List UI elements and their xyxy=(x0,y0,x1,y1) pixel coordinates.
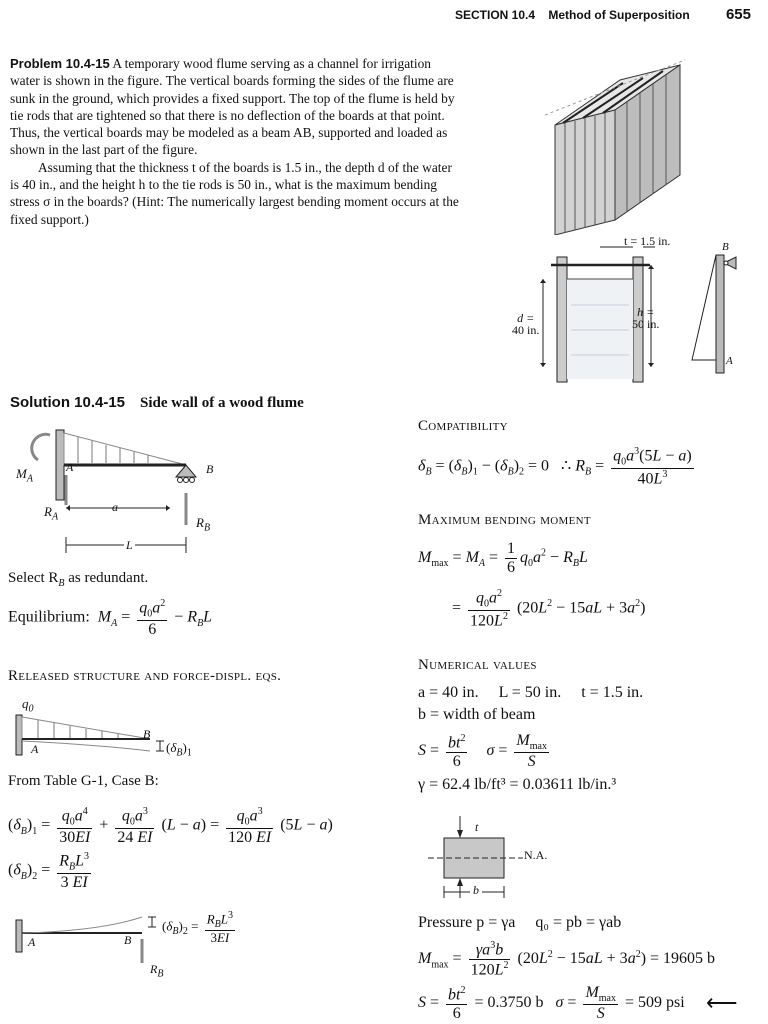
released-label-a: A xyxy=(31,742,39,756)
released-label-b: B xyxy=(143,727,151,741)
h-label: h = xyxy=(637,305,655,319)
numerical-values-heading: Numerical values xyxy=(418,657,537,673)
from-table-text: From Table G-1, Case B: xyxy=(8,773,159,789)
select-redundant-text: Select $R_B$ as redundant. xyxy=(8,570,149,589)
redundant-label-rb: $R_B$ xyxy=(150,962,164,980)
deflection-2-equation: $(\delta_B)_2$ = $\frac{R_BL^3}{3 EI}$ xyxy=(8,851,90,891)
flume-illustration xyxy=(545,55,695,235)
problem-paragraph-1 xyxy=(10,55,460,159)
answer-arrow-icon: ⟵ xyxy=(706,990,738,1015)
beam-model-figure xyxy=(682,245,742,375)
fbd-label-l-dim: L xyxy=(126,538,133,552)
fbd-label-ma: $M_A$ xyxy=(16,466,33,485)
redundant-label-b: B xyxy=(124,933,132,947)
unit-weight-line: γ = 62.4 lb/ft³ = 0.03611 lb/in.³ xyxy=(418,776,617,793)
solution-header xyxy=(10,394,304,412)
redundant-label-a: A xyxy=(28,935,36,949)
cross-section-label-b: b xyxy=(470,883,482,898)
released-delta-label: $(\delta_B)_1$ xyxy=(166,740,192,759)
compatibility-heading: Compatibility xyxy=(418,418,508,434)
beam-label-a: A xyxy=(726,355,733,367)
solution-label: Solution 10.4-15 xyxy=(10,394,126,411)
d-label: d = xyxy=(517,311,535,325)
equilibrium-equation: Equilibrium: $M_A$ = $\frac{q_0a^2}{6}$ − $R_BL$ xyxy=(8,598,213,638)
fbd-label-b: B xyxy=(206,462,214,476)
fbd-label-a-dim: a xyxy=(112,500,118,514)
section-modulus-equation: S = $\frac{bt^2}{6}$ σ = $\frac{M_{max}}{S}$ xyxy=(418,732,547,771)
free-body-diagram xyxy=(10,425,220,555)
numerical-values-line-1: a = 40 in. L = 50 in. t = 1.5 in. xyxy=(418,684,644,701)
section-number: SECTION 10.4 xyxy=(455,8,536,22)
released-structure-heading: Released structure and force-displ. eqs. xyxy=(8,668,282,684)
section-title: Method of Superposition xyxy=(548,8,690,22)
problem-label: Problem 10.4-15 xyxy=(10,56,110,71)
problem-text-1: A temporary wood flume serving as a channel for irrigation water is shown in the figure. The vertical boards forming the sides of the flume are sunk in the ground, which provides a fixed support. The top of the flume is held by tie rods that are tightened so that there is no deflection of the boards at that point. Thus, the vertical boards may be modeled as a beam AB, supported and loaded as shown in the last part of the figure. xyxy=(10,56,455,158)
max-moment-numeric: $M_{max}$ = $\frac{\gamma a^3b}{120L^2}$ $(20L^2 - 15aL + 3a^2) = 19605$ b xyxy=(418,940,716,979)
deflection-1-equation: $(\delta_B)_1$ = $\frac{q_0a^4}{30EI}$ + $\frac{q_0a^3}{24 EI}$ (L − a) = $\frac{q_0a^3}{120 EI}$ (5L − a) xyxy=(8,806,333,846)
section-modulus-value: = 0.3750 b xyxy=(474,994,544,1012)
problem-statement xyxy=(10,55,460,228)
beam-label-b: B xyxy=(722,241,729,253)
cross-section-label-na: N.A. xyxy=(524,848,548,862)
pressure-line: Pressure p = γa q₀ = pb = γab xyxy=(418,914,622,931)
h-value: 50 in. xyxy=(632,317,660,331)
max-moment-equation-1: $M_{max} = M_A$ = $\frac{1}{6}$ $q_0a^2 - R_BL$ xyxy=(418,540,588,576)
d-value: 40 in. xyxy=(512,323,540,337)
redundant-deflection-label: $(\delta_B)_2$ = $\frac{R_BL^3}{3EI}$ xyxy=(162,910,233,945)
max-moment-heading: Maximum bending moment xyxy=(418,512,591,528)
t-dimension-label: t = 1.5 in. xyxy=(624,234,671,248)
stress-result-line: S = $\frac{bt^2}{6}$ = 0.3750 b σ = $\frac{M_{max}}{S}$ = 509 psi xyxy=(418,984,685,1023)
running-header xyxy=(455,8,755,22)
fbd-label-ra: $R_A$ xyxy=(44,504,59,523)
numerical-values-line-2: b = width of beam xyxy=(418,706,536,723)
max-moment-equation-2: = $\frac{q_0a^2}{120L^2}$ $(20L^2 - 15aL + 3a^2)$ xyxy=(452,588,646,629)
fbd-label-a: A xyxy=(66,460,74,474)
page-number: 655 xyxy=(725,6,751,23)
cross-section-label-t: t xyxy=(475,820,479,834)
fbd-label-rb: $R_B$ xyxy=(196,515,211,534)
max-moment-value: = 19605 b xyxy=(650,950,716,968)
d-dimension-label xyxy=(512,312,539,336)
compatibility-equation: $\delta_B = (\delta_B)_1 - (\delta_B)_2 = 0$ ∴ $R_B$ = $\frac{q_0a^3(5L - a)}{40L^3}$ xyxy=(418,446,692,487)
h-dimension-label xyxy=(632,306,659,330)
problem-paragraph-2: Assuming that the thickness t of the boards is 1.5 in., the depth d of the water is 40 in., and the height h to the tie rods is 50 in., what is the maximum bending stress σ in the boards? (Hint: The numerically largest bending moment occurs at the fixed support.) xyxy=(10,159,459,227)
solution-title: Side wall of a wood flume xyxy=(140,395,304,411)
released-label-q0: $q_0$ xyxy=(22,696,34,715)
stress-value: = 509 psi xyxy=(624,994,685,1012)
